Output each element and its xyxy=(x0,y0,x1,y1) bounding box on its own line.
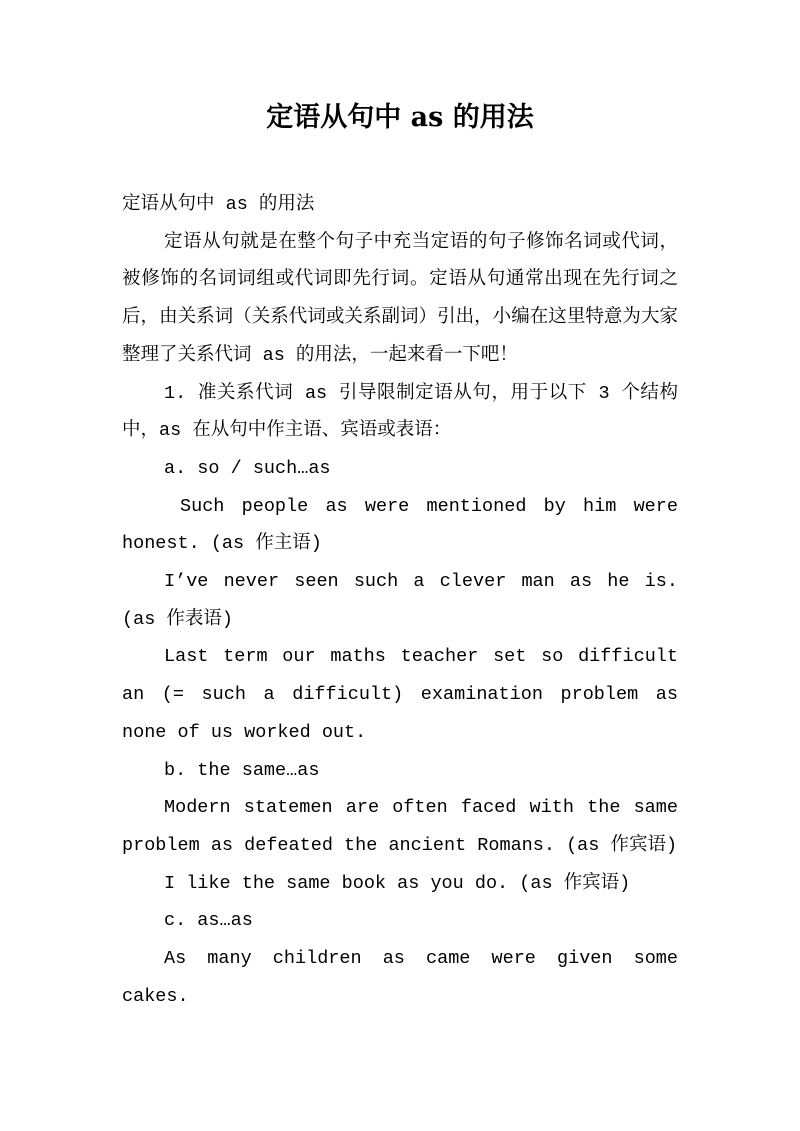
example-paragraph: As many children as came were given some cakes. xyxy=(122,948,678,1007)
example-paragraph: I like the same book as you do. (as 作宾语) xyxy=(164,872,631,894)
example-paragraph: Such people as were mentioned by him were honest. (as 作主语) xyxy=(122,495,678,555)
subheading-a: a. so / such…as xyxy=(164,457,331,479)
example-paragraph: I’ve never seen such a clever man as he is. (as 作表语) xyxy=(122,571,678,630)
example-paragraph: Last term our maths teacher set so difficult an (= such a difficult) examination problem as none of us worked out. xyxy=(122,646,678,743)
subheading-b: b. the same…as xyxy=(164,759,320,781)
example-paragraph: Modern statemen are often faced with the same problem as defeated the ancient Romans. (as 作宾语) xyxy=(122,797,678,856)
document-title: 定语从句中 as 的用法 xyxy=(266,102,534,133)
document-body xyxy=(122,186,678,1015)
intro-paragraph: 定语从句就是在整个句子中充当定语的句子修饰名词或代词，被修饰的名词词组或代词即先行词。定语从句通常出现在先行词之后，由关系词（关系代词或关系副词）引出，小编在这里特意为大家整理了关系代词 as 的用法，一起来看一下吧！ xyxy=(122,231,678,366)
subheading-c: c. as…as xyxy=(164,910,253,932)
section-heading: 定语从句中 as 的用法 xyxy=(122,194,315,215)
rule-1-paragraph: 1. 准关系代词 as 引导限制定语从句，用于以下 3 个结构中，as 在从句中作主语、宾语或表语： xyxy=(122,382,678,442)
